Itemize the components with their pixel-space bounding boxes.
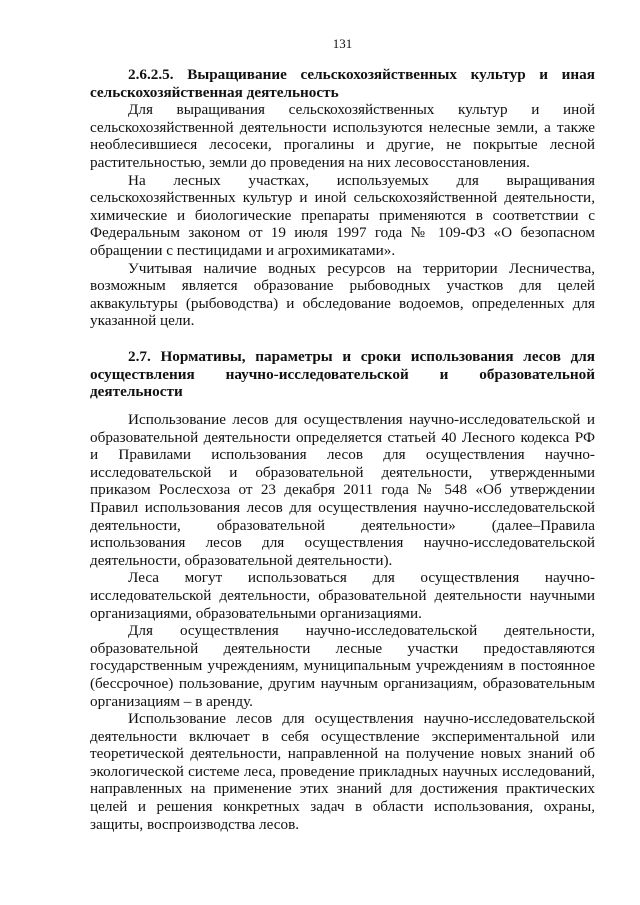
- section-2-6-2-5: [90, 66, 595, 330]
- section-heading: 2.7. Нормативы, параметры и сроки использования лесов для осуществления научно-исследовательской и образовательной деятельности: [90, 348, 595, 401]
- paragraph: Учитывая наличие водных ресурсов на территории Лесничества, возможным является образование рыбоводных участков для целей аквакультуры (рыбоводства) и обследование водоемов, определенных для указанной цели.: [90, 259, 595, 330]
- page-number: 131: [332, 36, 353, 51]
- paragraph: Использование лесов для осуществления научно-исследовательской и образовательной деятельности определяется статьей 40 Лесного кодекса РФ и Правилами использования лесов для осуществления научно-исследовательской и образовательной деятельности, утвержденными приказом Рослесхоза от 23 декабря 2011 года № 548 «Об утверждении Правил использования лесов для осуществления научно-исследовательской деятельности, образовательной деятельности» (далее–Правила использования лесов для осуществления научно-исследовательской деятельности, образовательной деятельности).: [90, 411, 595, 569]
- paragraph: Для осуществления научно-исследовательской деятельности, образовательной деятельности лесные участки предоставляются государственным учреждениям, муниципальным учреждениям в постоянное (бессрочное) пользование, другим научным организациям, образовательным организациям – в аренду.: [90, 622, 595, 710]
- section-2-7-heading-block: [90, 348, 595, 401]
- paragraph: На лесных участках, используемых для выращивания сельскохозяйственных культур и иной сельскохозяйственной деятельности, химические и биологические препараты применяются в соответствии с Федеральным законом от 19 июля 1997 года № 109-ФЗ «О безопасном обращении с пестицидами и агрохимикатами».: [90, 171, 595, 259]
- paragraph: Использование лесов для осуществления научно-исследовательской деятельности включает в себя осуществление экспериментальной или теоретической деятельности, направленной на получение новых знаний об экологической системе леса, проведение прикладных научных исследований, направленных на применение этих знаний для достижения практических целей и решения конкретных задач в области использования, охраны, защиты, воспроизводства лесов.: [90, 710, 595, 833]
- section-2-7: [90, 411, 595, 833]
- section-heading: 2.6.2.5. Выращивание сельскохозяйственных культур и иная сельскохозяйственная деятельность: [90, 66, 595, 101]
- paragraph: Леса могут использоваться для осуществления научно-исследовательской деятельности, образовательной деятельности научными организациями, образовательными организациями.: [90, 569, 595, 622]
- paragraph: Для выращивания сельскохозяйственных культур и иной сельскохозяйственной деятельности используются нелесные земли, а также необлесившиеся лесосеки, прогалины и другие, не покрытые лесной растительностью, земли до проведения на них лесовосстановления.: [90, 101, 595, 171]
